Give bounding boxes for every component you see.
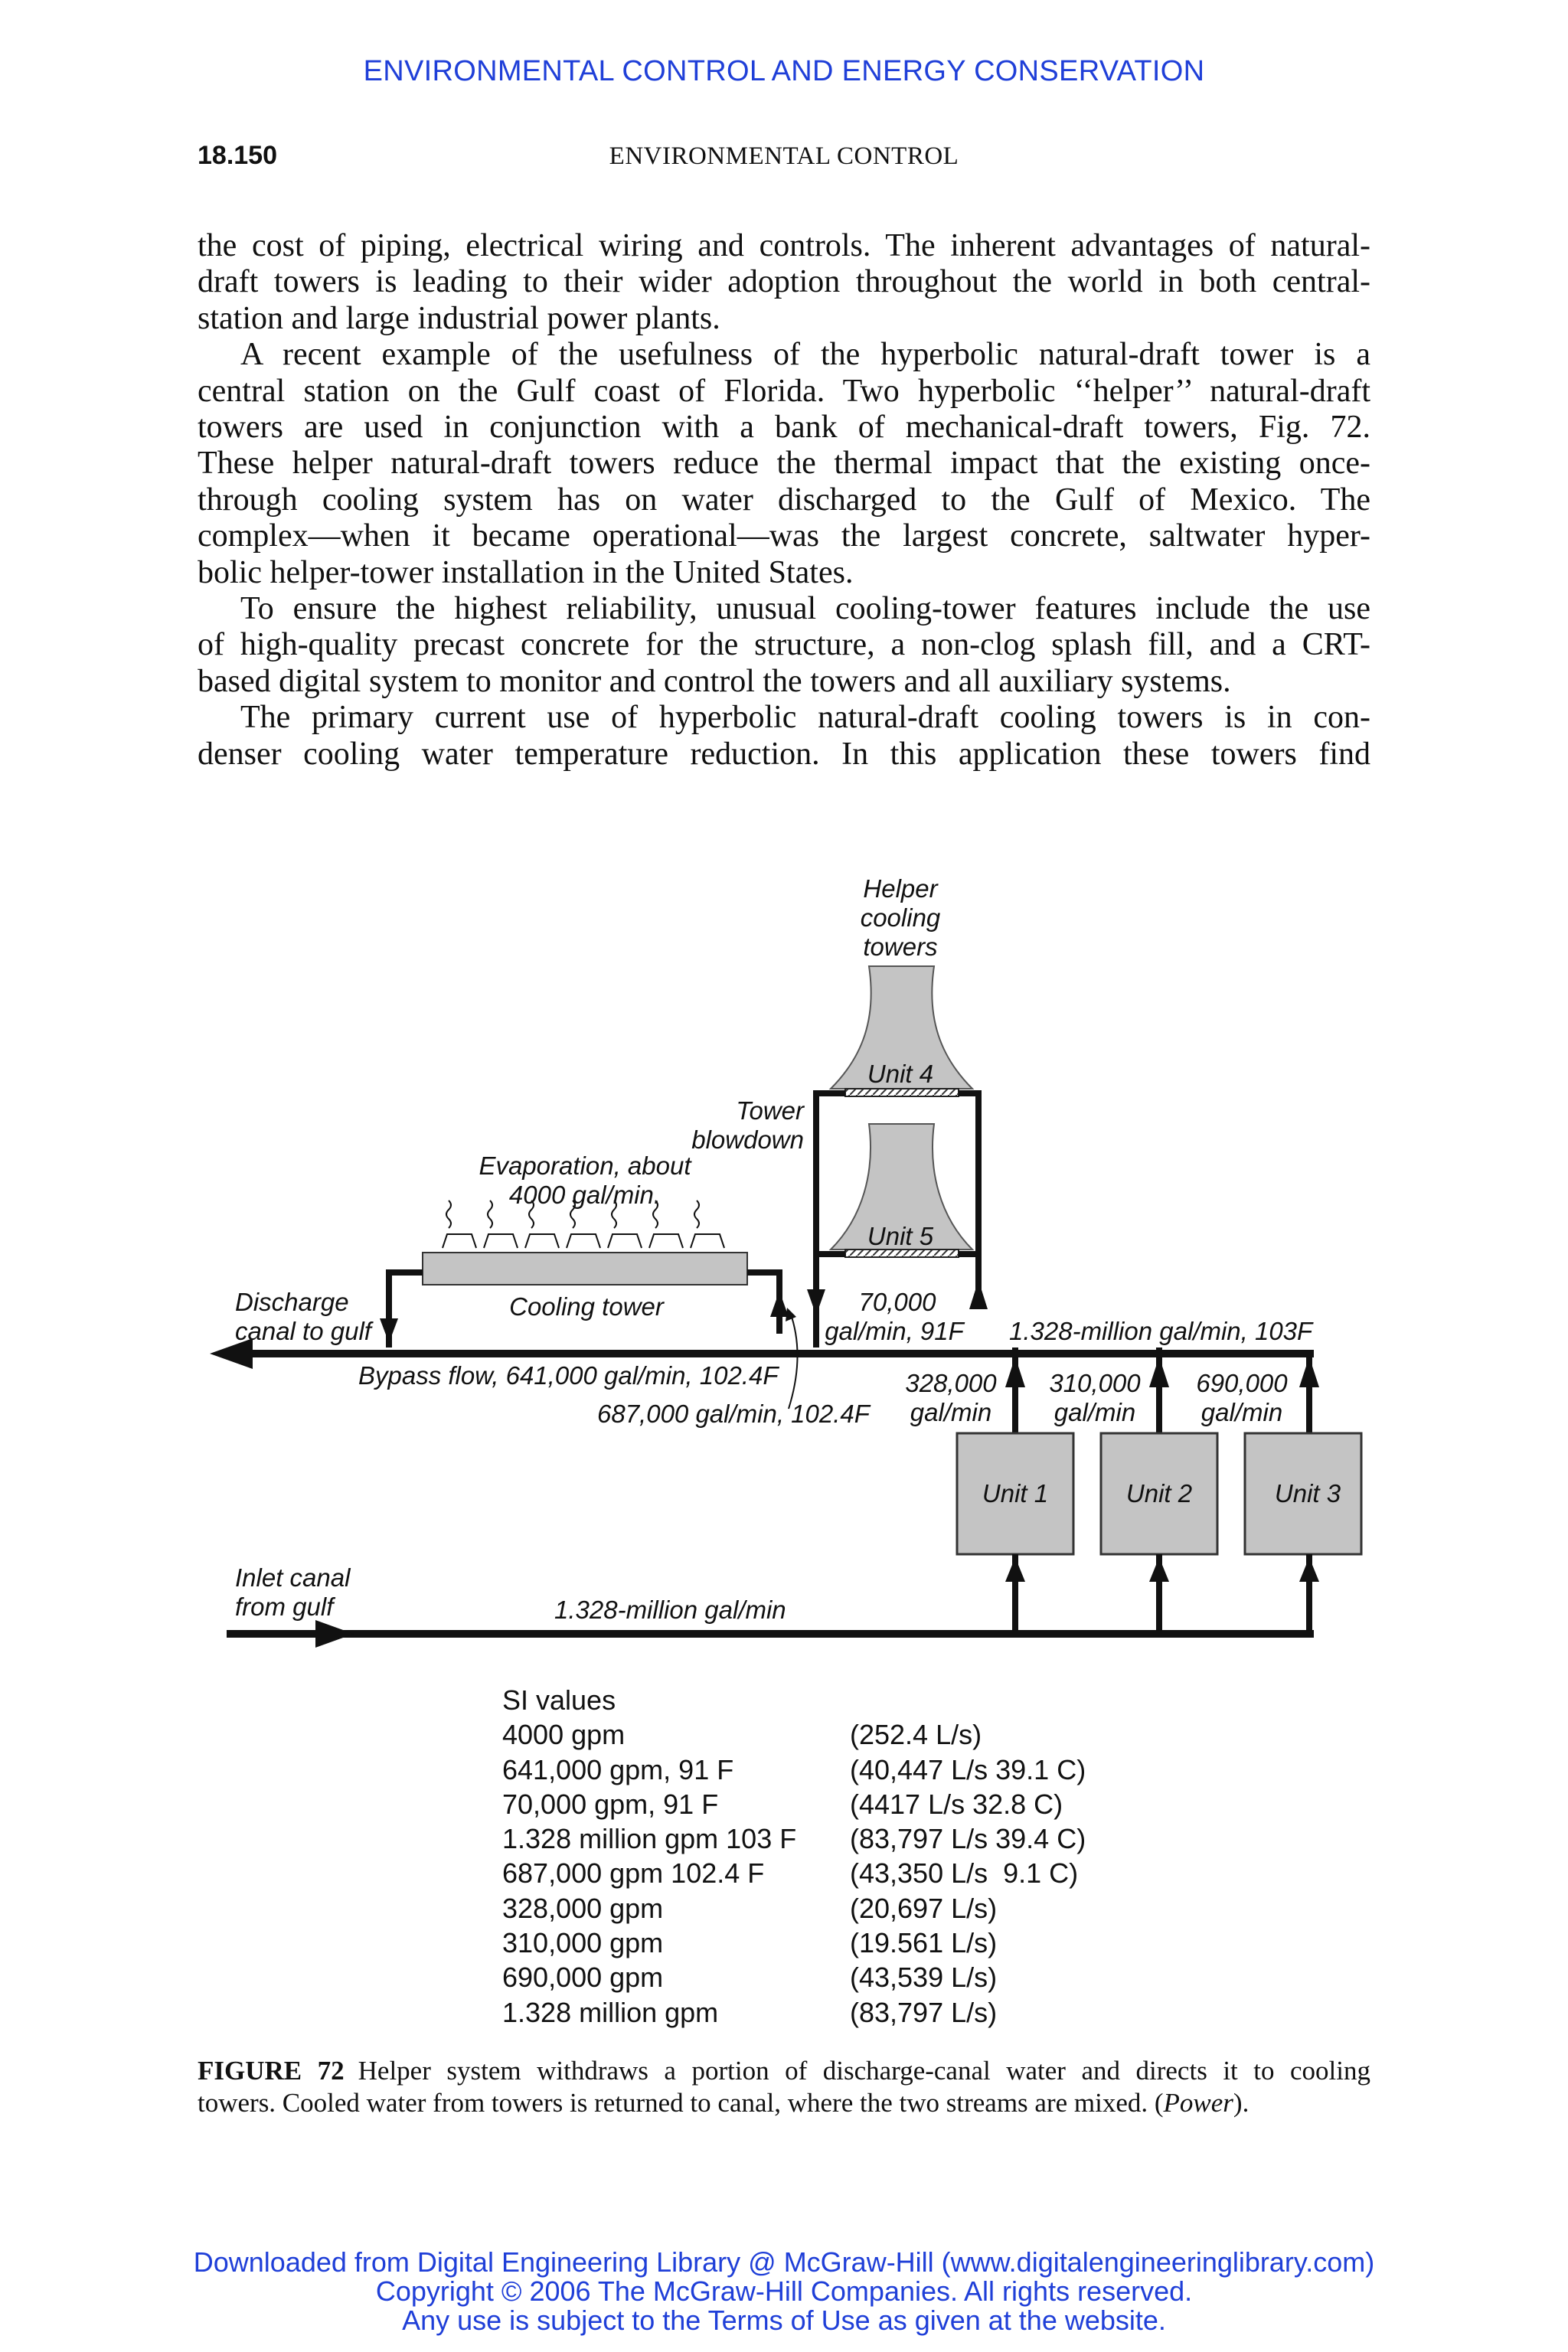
helper-flow-leader xyxy=(789,1312,798,1409)
body-text xyxy=(198,228,1370,773)
text-line: draft towers is leading to their wider adoption throughout the world in both central- xyxy=(198,264,1370,300)
inlet-label: Inlet canal from gulf xyxy=(235,1563,351,1621)
return-arrow xyxy=(969,1280,988,1309)
unit2-out-arrow xyxy=(1149,1357,1169,1387)
tower-inlet-arrow xyxy=(770,1291,789,1317)
downflow-arrow xyxy=(807,1289,825,1315)
unit2-label: Unit 2 xyxy=(1125,1479,1193,1508)
unit1-out-arrow xyxy=(1005,1357,1025,1387)
unit5-label: Unit 5 xyxy=(867,1222,934,1250)
unit2-flow-label: 310,000 gal/min xyxy=(1049,1369,1141,1426)
evaporation-label: Evaporation, about 4000 gal/min. xyxy=(479,1152,691,1209)
unit2-in-arrow xyxy=(1149,1557,1169,1582)
text-line: based digital system to monitor and control the towers and all auxiliary systems. xyxy=(198,663,1231,699)
figure-label: FIGURE 72 xyxy=(198,2056,345,2086)
text-line: complex—when it became operational—was the largest concrete, saltwater hyper- xyxy=(198,518,1370,554)
helper-system-diagram xyxy=(184,865,1393,1677)
section-header: ENVIRONMENTAL CONTROL AND ENERGY CONSERVATION xyxy=(363,55,1205,87)
text-line: station and large industrial power plants. xyxy=(198,300,720,336)
cooling-tower-label: Cooling tower xyxy=(509,1292,664,1321)
unit4-label: Unit 4 xyxy=(867,1060,934,1088)
text-line: the cost of piping, electrical wiring and controls. The inherent advantages of natural- xyxy=(198,228,1370,263)
caption-source: Power xyxy=(1163,2088,1233,2118)
text-line: These helper natural-draft towers reduce the thermal impact that the existing once- xyxy=(198,446,1370,482)
figure-caption xyxy=(198,2055,1370,2119)
unit3-in-arrow xyxy=(1299,1557,1319,1582)
mechanical-cooling-tower xyxy=(423,1200,747,1285)
text-line: The primary current use of hyperbolic natural-draft cooling towers is in con- xyxy=(240,700,1370,736)
text-line: To ensure the highest reliability, unusual cooling-tower features include the use xyxy=(240,591,1370,627)
footer-terms: Any use is subject to the Terms of Use as given at the website. xyxy=(402,2305,1166,2336)
footer-copyright: Copyright © 2006 The McGraw-Hill Companies. All rights reserved. xyxy=(375,2275,1193,2307)
bypass-flow-label: Bypass flow, 641,000 gal/min, 102.4F xyxy=(358,1361,779,1390)
unit1-label: Unit 1 xyxy=(982,1479,1049,1508)
footer-download-link[interactable]: Downloaded from Digital Engineering Library @ McGraw-Hill (www.digitalengineeringlibrary.com) xyxy=(193,2246,1375,2278)
text-line: bolic helper-tower installation in the United States. xyxy=(198,554,854,590)
text-line: A recent example of the usefulness of the hyperbolic natural-draft tower is a xyxy=(240,337,1370,373)
text-line: central station on the Gulf coast of Florida. Two hyperbolic ‘‘helper’’ natural-draft xyxy=(198,373,1370,409)
helper-label: Helper cooling towers xyxy=(860,874,941,961)
discharge-down-arrow xyxy=(380,1318,398,1343)
text-line: of high-quality precast concrete for the structure, a non-clog splash fill, and a CRT- xyxy=(198,627,1370,663)
helper-flow-leader-head xyxy=(786,1308,796,1321)
unit1-in-arrow xyxy=(1005,1557,1025,1582)
discharge-label: Discharge canal to gulf xyxy=(235,1288,371,1345)
unit3-out-arrow xyxy=(1299,1357,1319,1387)
unit3-flow-label: 690,000 gal/min xyxy=(1196,1369,1288,1426)
tower-blowdown-label: Tower blowdown xyxy=(691,1096,804,1154)
caption-line: FIGURE 72 Helper system withdraws a portion of discharge-canal water and directs it to cooling xyxy=(198,2056,1371,2086)
inlet-flow-label: 1.328-million gal/min xyxy=(554,1596,786,1624)
page-number: 18.150 xyxy=(198,141,277,170)
text-line: towers are used in conjunction with a bank of mechanical-draft towers, Fig. 72. xyxy=(198,410,1370,446)
return-flow-label: 70,000 gal/min, 91F xyxy=(825,1288,964,1345)
unit3-label: Unit 3 xyxy=(1274,1479,1341,1508)
inlet-arrow xyxy=(315,1620,354,1648)
running-head: ENVIRONMENTAL CONTROL xyxy=(609,142,959,170)
total-flow-label: 1.328-million gal/min, 103F xyxy=(1009,1317,1313,1345)
download-footer xyxy=(0,2248,1568,2335)
unit1-flow-label: 328,000 gal/min xyxy=(905,1369,997,1426)
helper-flow-label: 687,000 gal/min, 102.4F xyxy=(597,1400,870,1428)
text-line: through cooling system has on water discharged to the Gulf of Mexico. The xyxy=(198,482,1370,518)
text-line: denser cooling water temperature reduction. In this application these towers find xyxy=(198,736,1370,772)
caption-line: towers. Cooled water from towers is returned to canal, where the two streams are mixed. (Power). xyxy=(198,2088,1250,2118)
